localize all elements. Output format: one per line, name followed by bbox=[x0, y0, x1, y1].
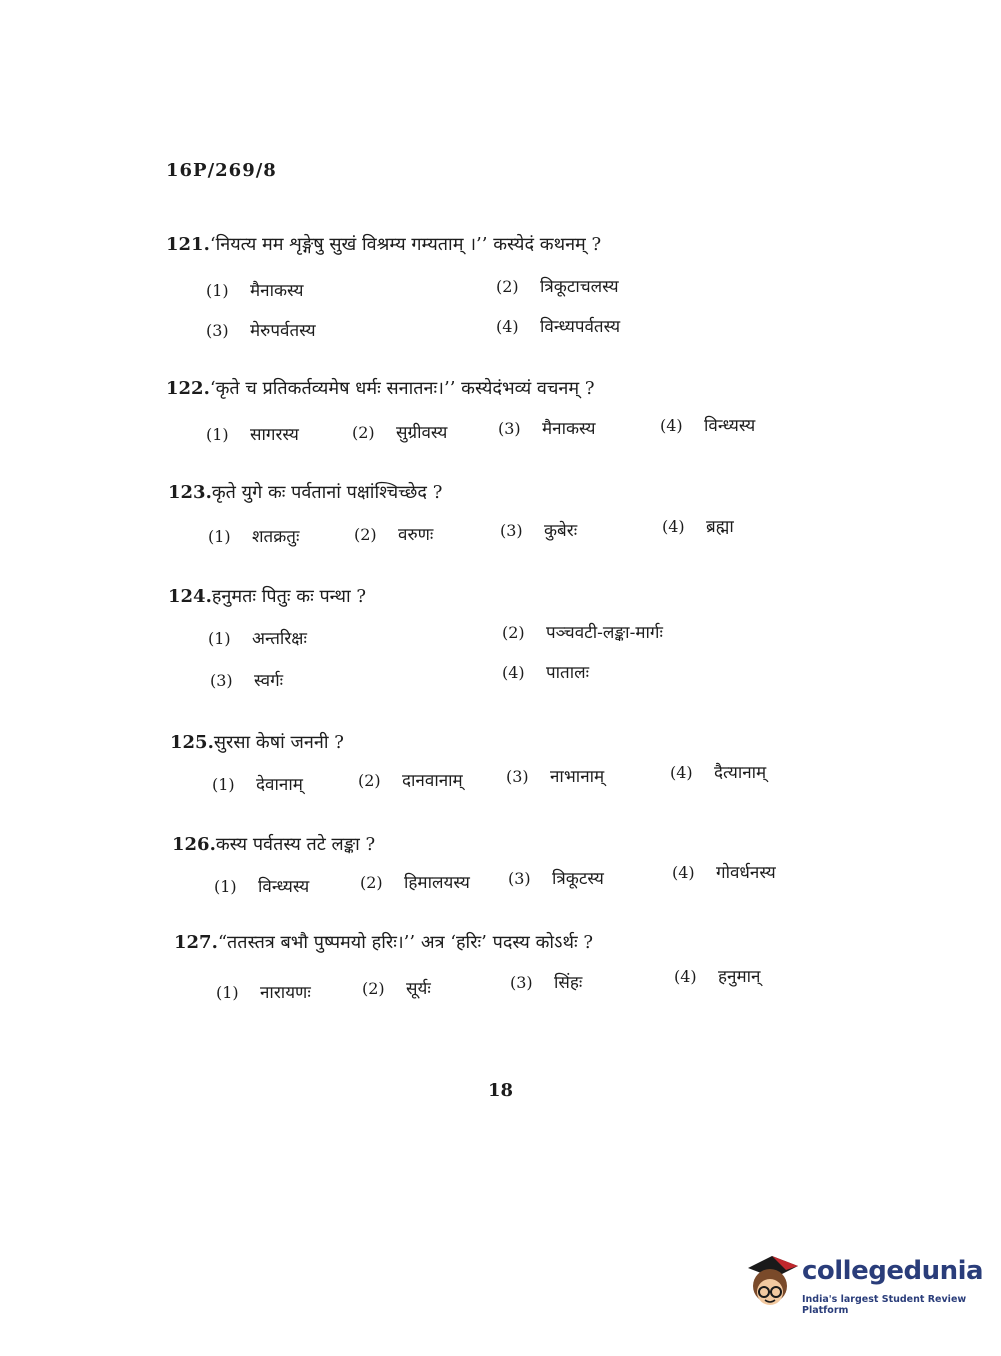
option-text: देवानाम् bbox=[256, 775, 303, 795]
option-text: मैनाकस्य bbox=[542, 419, 596, 439]
option-text: विन्ध्यस्य bbox=[258, 877, 310, 897]
option-number: (3) bbox=[206, 321, 229, 340]
option-text: मेरुपर्वतस्य bbox=[250, 321, 316, 341]
question-text: सुरसा केषां जननी ? bbox=[213, 732, 344, 753]
option-text: विन्ध्यपर्वतस्य bbox=[540, 317, 621, 337]
option-text: कुबेरः bbox=[544, 521, 578, 541]
option-text: सिंहः bbox=[554, 973, 583, 993]
option bbox=[496, 314, 620, 337]
option-number: (1) bbox=[206, 281, 229, 300]
option bbox=[496, 274, 619, 297]
option-text: दानवानाम् bbox=[402, 771, 463, 791]
option bbox=[206, 278, 304, 301]
option bbox=[502, 660, 589, 683]
option-number: (4) bbox=[496, 317, 519, 336]
question-number: 125. bbox=[170, 732, 214, 753]
option bbox=[500, 518, 577, 541]
question-124 bbox=[168, 584, 366, 608]
option-text: स्वर्गः bbox=[254, 671, 284, 691]
brand-logo[interactable] bbox=[742, 1250, 984, 1320]
option bbox=[360, 870, 470, 893]
option bbox=[502, 620, 663, 643]
option-text: शतक्रतुः bbox=[252, 527, 300, 547]
option-text: मैनाकस्य bbox=[250, 281, 304, 301]
question-text: ‘नियत्य मम शृङ्गेषु सुखं विश्रम्य गम्यताम् ।’’ कस्येदं कथनम् ? bbox=[209, 234, 602, 255]
option bbox=[216, 980, 311, 1003]
question-text: कस्य पर्वतस्य तटे लङ्का ? bbox=[215, 834, 376, 855]
option bbox=[506, 764, 604, 787]
question-number: 123. bbox=[168, 482, 212, 503]
option-number: (3) bbox=[510, 973, 533, 992]
option-text: त्रिकूटस्य bbox=[552, 869, 604, 889]
option-number: (2) bbox=[354, 525, 377, 544]
brand-name: collegedunia bbox=[802, 1256, 984, 1286]
option-number: (1) bbox=[206, 425, 229, 444]
option-number: (4) bbox=[670, 763, 693, 782]
question-text: कृते युगे कः पर्वतानां पक्षांश्चिच्छेद ? bbox=[211, 482, 443, 503]
option-number: (2) bbox=[362, 979, 385, 998]
option bbox=[670, 760, 766, 783]
option bbox=[210, 668, 283, 691]
brand-tagline: India's largest Student Review Platform bbox=[802, 1294, 967, 1316]
page-number: 18 bbox=[488, 1080, 514, 1101]
option-text: नाभानाम् bbox=[550, 767, 605, 787]
option bbox=[510, 970, 582, 993]
question-text: “ततस्तत्र बभौ पुष्पमयो हरिः।’’ अत्र ‘हरिः’ पदस्य कोऽर्थः ? bbox=[217, 932, 593, 953]
option-text: अन्तरिक्षः bbox=[252, 629, 307, 649]
option bbox=[672, 860, 776, 883]
option bbox=[208, 626, 307, 649]
option bbox=[674, 964, 760, 987]
option-number: (4) bbox=[674, 967, 697, 986]
option-number: (4) bbox=[660, 416, 683, 435]
option-text: ब्रह्मा bbox=[706, 517, 734, 537]
question-number: 124. bbox=[168, 586, 212, 607]
option-number: (3) bbox=[508, 869, 531, 888]
question-number: 127. bbox=[174, 932, 218, 953]
question-number: 122. bbox=[166, 378, 210, 399]
option bbox=[212, 772, 303, 795]
option bbox=[206, 318, 316, 341]
option-text: दैत्यानाम् bbox=[714, 763, 767, 783]
option-text: त्रिकूटाचलस्य bbox=[540, 277, 619, 297]
option-number: (2) bbox=[360, 873, 383, 892]
option-number: (3) bbox=[210, 671, 233, 690]
option bbox=[660, 413, 755, 436]
option-text: विन्ध्यस्य bbox=[704, 416, 756, 436]
option-number: (1) bbox=[208, 629, 231, 648]
option bbox=[352, 420, 447, 443]
question-126 bbox=[172, 832, 375, 856]
option bbox=[508, 866, 604, 889]
option bbox=[206, 422, 299, 445]
option bbox=[498, 416, 596, 439]
question-122 bbox=[166, 376, 595, 400]
question-text: ‘कृते च प्रतिकर्तव्यमेष धर्मः सनातनः।’’ कस्येदंभव्यं वचनम् ? bbox=[209, 378, 595, 399]
option-number: (4) bbox=[502, 663, 525, 682]
option-number: (2) bbox=[502, 623, 525, 642]
paper-code: 16P/269/8 bbox=[166, 160, 277, 181]
option-number: (1) bbox=[216, 983, 239, 1002]
option-number: (4) bbox=[672, 863, 695, 882]
option-text: पातालः bbox=[546, 663, 590, 683]
option-number: (1) bbox=[214, 877, 237, 896]
option bbox=[208, 524, 299, 547]
option-text: सागरस्य bbox=[250, 425, 299, 445]
question-text: हनुमतः पितुः कः पन्था ? bbox=[211, 586, 367, 607]
option-text: सूर्यः bbox=[406, 979, 431, 999]
question-121 bbox=[166, 232, 601, 256]
option-number: (1) bbox=[212, 775, 235, 794]
option-number: (3) bbox=[506, 767, 529, 786]
option-number: (2) bbox=[358, 771, 381, 790]
question-number: 126. bbox=[172, 834, 216, 855]
option-text: नारायणः bbox=[260, 983, 311, 1003]
option bbox=[362, 976, 431, 999]
option-number: (4) bbox=[662, 517, 685, 536]
option-text: पञ्चवटी-लङ्का-मार्गः bbox=[546, 623, 663, 643]
option-number: (2) bbox=[496, 277, 519, 296]
option-text: हनुमान् bbox=[718, 967, 761, 987]
option-number: (2) bbox=[352, 423, 375, 442]
option-text: सुग्रीवस्य bbox=[396, 423, 448, 443]
question-number: 121. bbox=[166, 234, 210, 255]
student-mascot-icon bbox=[742, 1250, 800, 1316]
question-123 bbox=[168, 480, 442, 504]
option bbox=[662, 514, 734, 537]
question-127 bbox=[174, 930, 593, 954]
option-number: (1) bbox=[208, 527, 231, 546]
option-number: (3) bbox=[500, 521, 523, 540]
option bbox=[358, 768, 463, 791]
option-text: गोवर्धनस्य bbox=[716, 863, 776, 883]
option bbox=[354, 522, 433, 545]
option bbox=[214, 874, 309, 897]
option-text: वरुणः bbox=[398, 525, 434, 545]
option-number: (3) bbox=[498, 419, 521, 438]
option-text: हिमालयस्य bbox=[404, 873, 470, 893]
question-125 bbox=[170, 730, 344, 754]
